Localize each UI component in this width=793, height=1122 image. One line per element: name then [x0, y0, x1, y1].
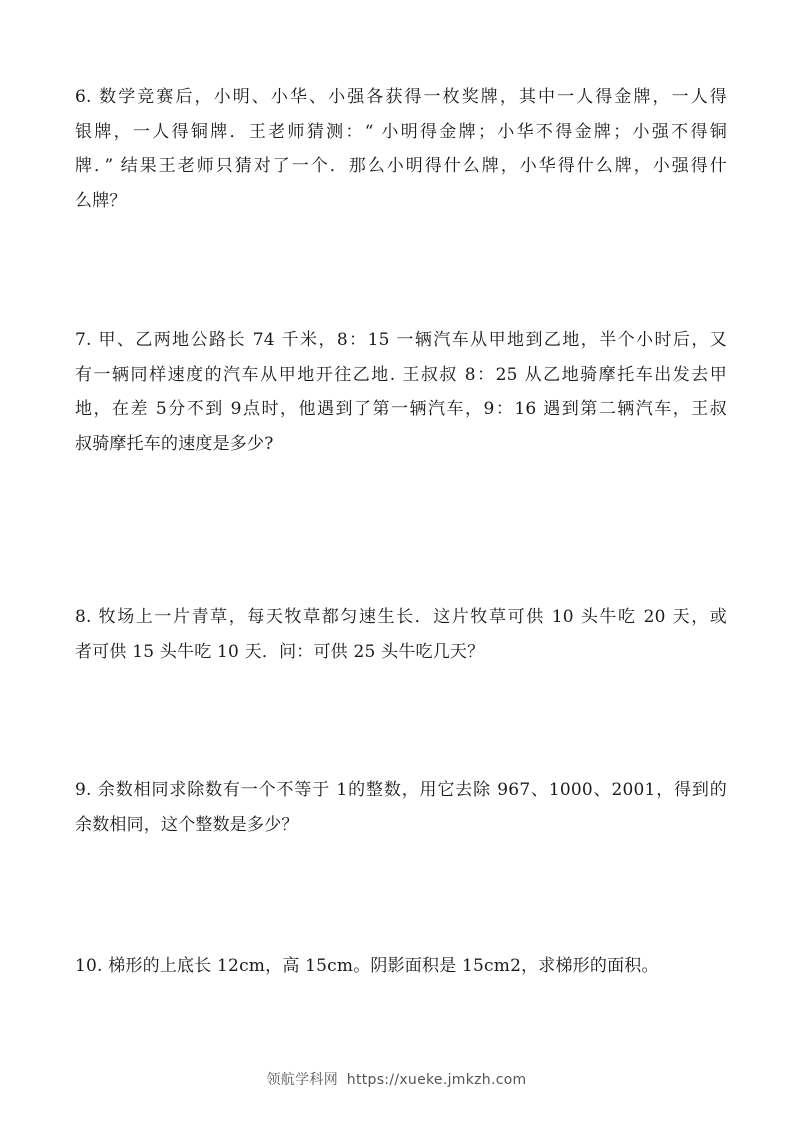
question-10: [75, 949, 727, 984]
question-line: 7. 甲、乙两地公路长 74 千米，8：15 一辆汽车从甲地到乙地，半个小时后，又: [75, 330, 727, 350]
question-9: [75, 773, 727, 842]
question-7: [75, 323, 727, 461]
question-line: 叔骑摩托车的速度是多少?: [75, 433, 274, 454]
question-line: 有一辆同样速度的汽车从甲地开往乙地. 王叔叔 8：25 从乙地骑摩托车出发去甲: [75, 364, 727, 385]
question-line: 银牌，一人得铜牌．王老师猜测：“ 小明得金牌；小华不得金牌；小强不得铜: [75, 121, 727, 142]
question-8: [75, 600, 727, 669]
question-line: 余数相同，这个整数是多少？: [75, 814, 299, 835]
footer-site-name: 领航学科网: [266, 1072, 338, 1088]
question-line: 者可供 15 头牛吃 10 天．问：可供 25 头牛吃几天？: [75, 641, 485, 662]
question-line: 6. 数学竞赛后，小明、小华、小强各获得一枚奖牌，其中一人得金牌，一人得: [75, 87, 727, 107]
question-line: 8. 牧场上一片青草，每天牧草都匀速生长．这片牧草可供 10 头牛吃 20 天，或: [75, 607, 727, 627]
question-line: 地，在差 5分不到 9点时，他遇到了第一辆汽车，9：16 遇到第二辆汽车，王叔: [75, 399, 727, 419]
question-6: [75, 80, 727, 218]
footer-url[interactable]: https://xueke.jmkzh.com: [346, 1072, 527, 1088]
page-footer: [0, 1069, 793, 1089]
question-line: 么牌？: [75, 190, 127, 211]
question-line: 10. 梯形的上底长 12cm，高 15cm。阴影面积是 15cm2，求梯形的面积。: [75, 956, 659, 976]
question-line: 牌．” 结果王老师只猜对了一个．那么小明得什么牌，小华得什么牌，小强得什: [75, 156, 727, 176]
question-line: 9. 余数相同求除数有一个不等于 1的整数，用它去除 967、1000、2001，得到的: [75, 780, 727, 800]
